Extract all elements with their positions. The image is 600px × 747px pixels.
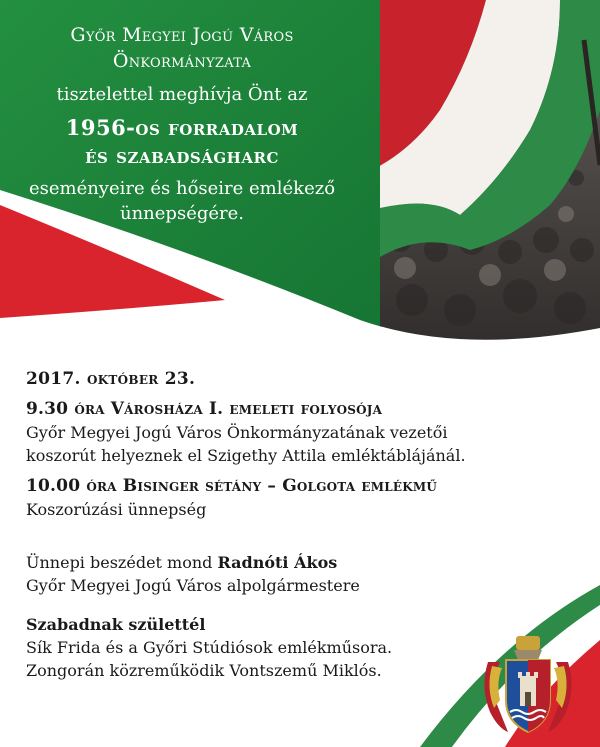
speech-line	[26, 551, 546, 574]
speaker-role: Győr Megyei Jogú Város alpolgármestere	[26, 576, 360, 595]
invitation-line: tisztelettel meghívja Önt az	[56, 84, 308, 105]
show-title: Szabadnak születtél	[26, 615, 206, 634]
event-subtitle-line-2: ünnepségére.	[120, 203, 244, 224]
schedule-item-1-line-1: Győr Megyei Jogú Város Önkormányzatának vezetői	[26, 423, 448, 442]
program-content	[26, 368, 546, 682]
schedule-item-1-heading: 9.30 óra Városháza I. emeleti folyosója	[26, 399, 383, 419]
speaker-name: Radnóti Ákos	[217, 553, 338, 572]
organizer-line-2: Önkormányzata	[112, 50, 252, 72]
schedule-item-1-line-2: koszorút helyeznek el Szigethy Attila emléktáblájánál.	[26, 446, 466, 465]
event-date: 2017. október 23.	[26, 369, 196, 389]
city-coat-of-arms-icon	[478, 632, 578, 740]
show-line-2: Zongorán közreműködik Vontszemű Miklós.	[26, 661, 382, 680]
schedule-item-2-heading: 10.00 óra Bisinger sétány – Golgota emlékmű	[26, 476, 437, 496]
event-title-line-1: 1956-os forradalom	[65, 115, 299, 140]
organizer-line-1: Győr Megyei Jogú Város	[70, 24, 294, 46]
header-text-block	[14, 22, 350, 226]
event-title-line-2: és szabadságharc	[85, 143, 279, 168]
schedule-item-2-line-1: Koszorúzási ünnepség	[26, 500, 207, 519]
show-line-1: Sík Frida és a Győri Stúdiósok emlékműsora.	[26, 638, 393, 657]
event-subtitle-line-1: eseményeire és hőseire emlékező	[28, 178, 336, 199]
speech-prefix: Ünnepi beszédet mond	[26, 553, 218, 572]
